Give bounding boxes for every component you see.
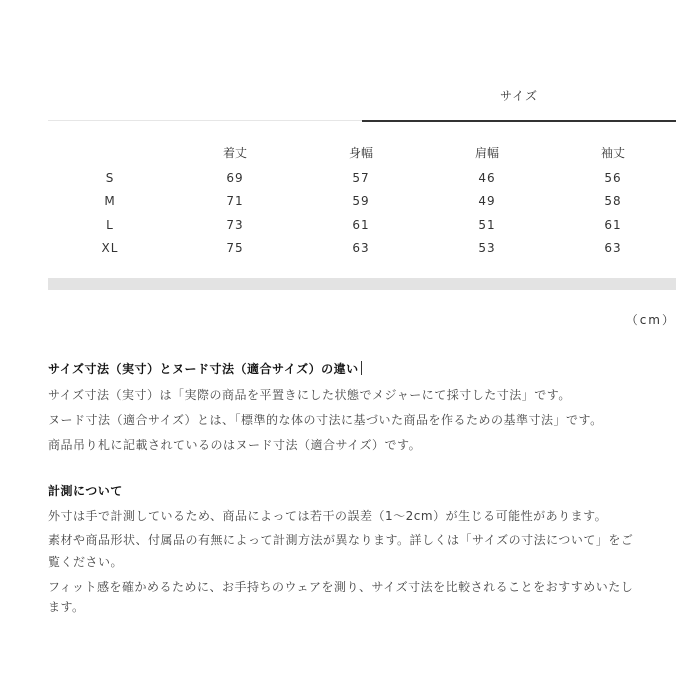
column-header-length: 着丈 — [222, 145, 247, 160]
table-cell: 75 — [226, 241, 244, 256]
table-cell: 63 — [604, 241, 622, 256]
table-cell: 56 — [604, 170, 622, 185]
table-row — [48, 237, 676, 261]
paragraph-line: 商品吊り札に記載されているのはヌード寸法（適合サイズ）です。 — [48, 438, 422, 452]
paragraph-line: フィット感を確かめるために、お手持ちのウェアを測り、サイズ寸法を比較されることをおすすめいたし — [48, 580, 634, 594]
table-header-row — [48, 138, 676, 166]
column-header-shoulder: 肩幅 — [474, 145, 499, 160]
table-cell: 73 — [226, 217, 244, 232]
table-row — [48, 190, 676, 214]
row-size-name: S — [105, 170, 115, 185]
paragraph-line: ヌード寸法（適合サイズ）とは、「標準的な体の寸法に基づいた商品を作るための基準寸法」です。 — [48, 413, 603, 427]
text-cursor — [361, 361, 362, 375]
paragraph-line: 素材や商品形状、付属品の有無によって計測方法が異なります。詳しくは「サイズの寸法について」をご — [48, 533, 634, 547]
table-cell: 61 — [352, 217, 370, 232]
table-cell: 49 — [478, 194, 496, 209]
table-cell: 46 — [478, 170, 496, 185]
table-cell: 53 — [478, 241, 496, 256]
table-cell: 51 — [478, 217, 496, 232]
table-cell: 61 — [604, 217, 622, 232]
size-table — [48, 138, 676, 260]
row-size-name: M — [104, 194, 116, 209]
table-cell: 69 — [226, 170, 244, 185]
tab-blank — [48, 80, 362, 121]
section-heading-measurement: 計測について — [48, 484, 123, 498]
table-cell: 57 — [352, 170, 370, 185]
table-cell: 58 — [604, 194, 622, 209]
table-cell: 63 — [352, 241, 370, 256]
paragraph-line: サイズ寸法（実寸）は「実際の商品を平置きにした状態でメジャーにて採寸した寸法」です。 — [48, 388, 571, 402]
column-header-sleeve: 袖丈 — [600, 145, 625, 160]
column-header-width: 身幅 — [348, 145, 373, 160]
table-cell: 59 — [352, 194, 370, 209]
table-row — [48, 213, 676, 237]
tab-bar — [48, 80, 676, 122]
table-cell: 71 — [226, 194, 244, 209]
table-scrollbar[interactable] — [48, 278, 676, 290]
table-row — [48, 166, 676, 190]
section-heading-size-difference — [48, 360, 362, 377]
row-size-name: L — [106, 217, 114, 232]
paragraph-line: 外寸は手で計測しているため、商品によっては若干の誤差（1～2cm）が生じる可能性があります。 — [48, 509, 608, 523]
column-header-size — [48, 138, 172, 166]
row-size-name: XL — [101, 241, 119, 256]
paragraph-line: ます。 — [48, 600, 85, 614]
tab-size[interactable]: サイズ — [362, 80, 676, 122]
unit-label: （cm） — [625, 313, 676, 327]
paragraph-line: 覧ください。 — [48, 555, 124, 569]
heading-text: サイズ寸法（実寸）とヌード寸法（適合サイズ）の違い — [48, 362, 359, 376]
